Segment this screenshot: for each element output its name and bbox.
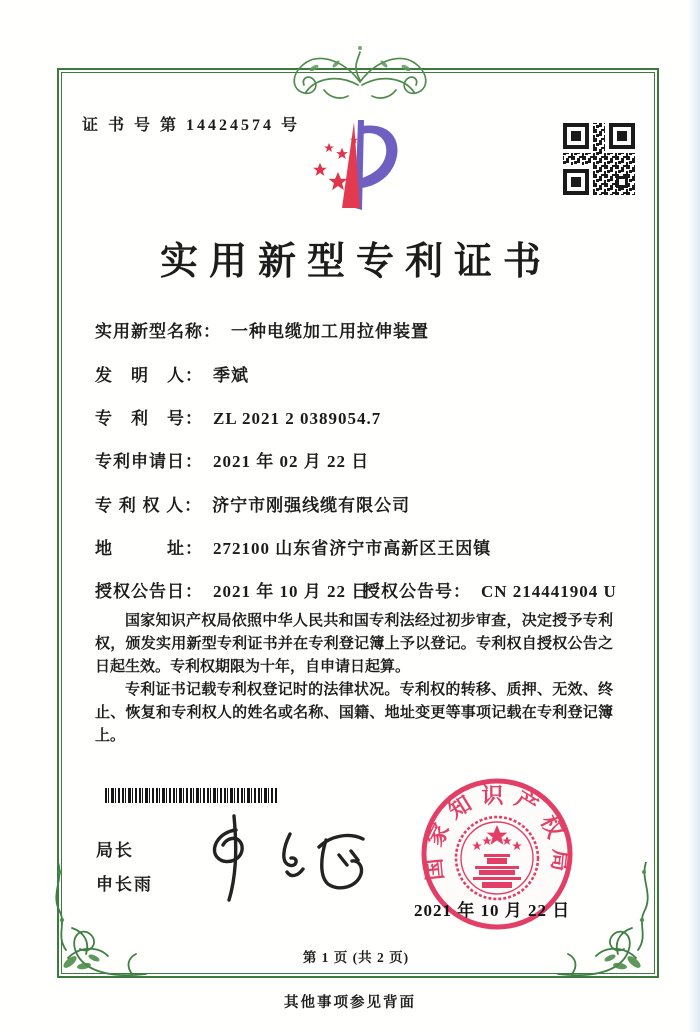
field-label: 专 利 号：	[95, 409, 203, 428]
other-matters-note: 其他事项参见背面	[284, 995, 416, 1011]
field-value: 2021 年 02 月 22 日	[213, 452, 370, 471]
cnipa-red-seal-icon	[402, 762, 592, 952]
qr-code-icon	[560, 120, 638, 198]
field-value: 272100 山东省济宁市高新区王因镇	[213, 539, 492, 558]
field-label: 实用新型名称：	[95, 322, 221, 341]
signer-title: 局长	[96, 841, 134, 860]
field-value: ZL 2021 2 0389054.7	[213, 409, 382, 428]
body-paragraph-2: 专利证书记载专利权登记时的法律状况。专利权的转移、质押、无效、终止、恢复和专利权人的姓名或名称、国籍、地址变更等事项记载在专利登记簿上。	[95, 682, 613, 744]
field-value: 季斌	[213, 366, 249, 385]
signer-name: 申长雨	[96, 875, 153, 894]
field-row-inventor	[95, 361, 615, 385]
field-value: 一种电缆加工用拉伸装置	[231, 322, 429, 341]
field-row-address	[95, 534, 615, 558]
body-paragraph-1: 国家知识产权局依照中华人民共和国专利法经过初步审查，决定授予专利权，颁发实用新型专利证书并在专利登记簿上予以登记。专利权自授权公告之日起生效。专利权期限为十年，自申请日起算。	[95, 613, 613, 675]
field-label: 地 址：	[95, 539, 203, 558]
field-row-grant	[95, 577, 615, 601]
page-number: 第 1 页 (共 2 页)	[302, 950, 410, 965]
field-label: 发 明 人：	[95, 366, 203, 385]
seal-date: 2021 年 10 月 22 日	[414, 901, 571, 920]
barcode-icon	[105, 788, 277, 803]
field-value: CN 214441904 U	[481, 582, 617, 601]
certificate-title: 实用新型专利证书	[159, 241, 552, 283]
field-row-filing-date	[95, 447, 615, 471]
grant-number-pair	[363, 577, 617, 602]
field-row-name	[95, 317, 615, 341]
field-value: 2021 年 10 月 22 日	[213, 582, 370, 601]
cnipa-patent-logo-icon	[298, 112, 416, 218]
commissioner-signature-icon	[192, 808, 382, 908]
field-value: 济宁市刚强线缆有限公司	[212, 496, 411, 515]
field-label: 授权公告日：	[95, 582, 203, 601]
seal-ring-text: 国家知识产权局	[419, 782, 575, 882]
field-label: 授权公告号：	[363, 582, 471, 601]
field-row-patentee	[95, 491, 615, 515]
certificate-number: 证 书 号 第 14424574 号	[82, 117, 301, 134]
legal-body-text	[95, 610, 613, 748]
field-label: 专利申请日：	[95, 452, 203, 471]
field-label: 专 利 权 人：	[95, 496, 203, 515]
field-row-patent-no	[95, 404, 615, 428]
